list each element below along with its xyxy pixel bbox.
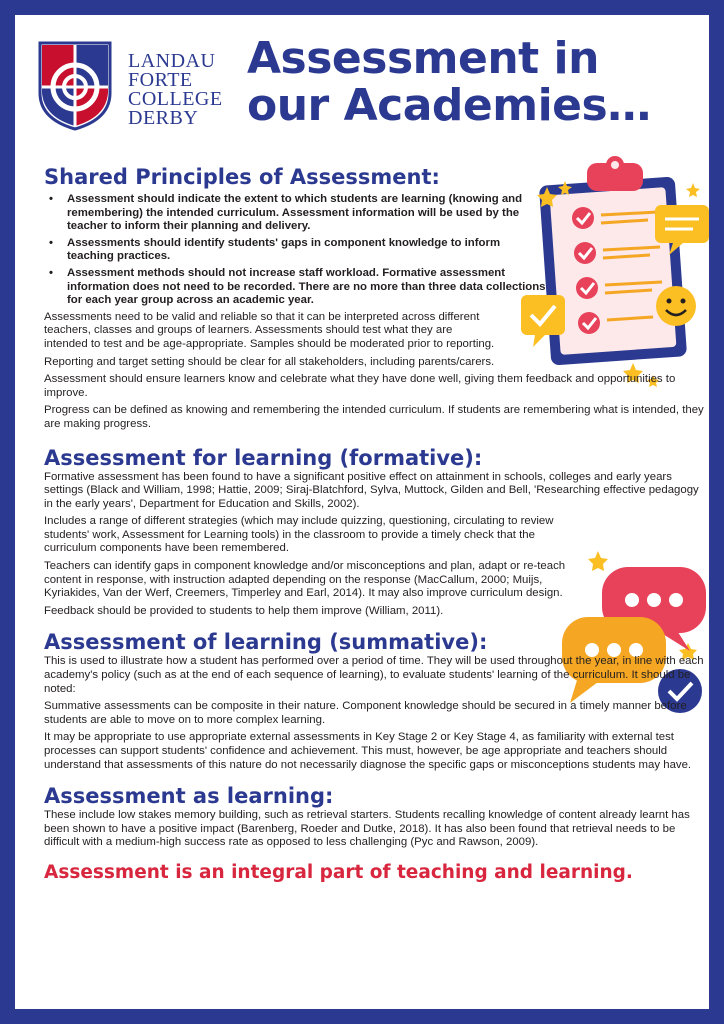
section-as-learning (44, 783, 706, 850)
list-item: • Assessments should identify students' gaps in component knowledge to inform teaching practices. (67, 237, 547, 264)
footer-tagline: Assessment is an integral part of teaching and learning. (44, 861, 633, 883)
section-heading: Assessment of learning (summative): (44, 630, 488, 655)
list-item: • Assessment should indicate the extent to which students are learning (knowing and remembering) the intended curriculum. Assessment information will be used by the teacher to inform their planning and delivery. (67, 193, 547, 234)
college-crest-icon (38, 41, 112, 131)
page-title (247, 35, 717, 129)
section-formative (44, 445, 706, 619)
paragraph: These include low stakes memory building, such as retrieval starters. Students recalling knowledge of content already learnt has been shown to have a positive impact (Barenberg, Roeder and Dutke, 2018). It has also been found that retrieval needs to be difficult with a medium-high success rate as opposed to less challenging (Pyc and Rawson, 2009). (44, 809, 690, 849)
paragraph: Reporting and target setting should be clear for all stakeholders, including parents/carers. (44, 355, 495, 368)
logo-wordmark (128, 52, 223, 128)
logo-line: LANDAU (128, 50, 216, 72)
title-line-2: our Academies… (247, 80, 651, 131)
principles-list (44, 193, 547, 308)
paragraph: Progress can be defined as knowing and remembering the intended curriculum. If students are remembering what is intended, they are making progress. (44, 404, 704, 430)
section-summative (44, 629, 706, 772)
paragraph: Teachers can identify gaps in component knowledge and/or misconceptions and plan, adapt or re-teach content in response, with instruction adapted depending on the response (MacCallum, 2000; Muijs, Kyriakides, Van der Werf, Creemers, Timperley and Earl, 2014). It may also improve curriculum design. (44, 560, 566, 600)
title-line-1: Assessment in (247, 33, 599, 84)
section-heading: Assessment as learning: (44, 784, 334, 809)
section-heading: Assessment for learning (formative): (44, 445, 483, 470)
logo-line: FORTE (128, 69, 193, 91)
paragraph: Formative assessment has been found to have a significant positive effect on attainment in schools, colleges and early years settings (Black and William, 1998; Hattie, 2009; Siraj-Blatchford, Sylva, Muttock, Gilden and Bell, 'Researching effective pedagogy in the early years', Department for Education and Skills, 2002). (44, 470, 699, 510)
list-item: • Assessment methods should not increase staff workload. Formative assessment information does not need to be recorded. There are no more than three data collections for each year group across an academic year. (67, 267, 547, 308)
section-shared-principles (44, 164, 706, 432)
paragraph: Feedback should be provided to students to help them improve (William, 2011). (44, 604, 444, 617)
paragraph: Assessment should ensure learners know and celebrate what they have done well, giving them feedback and opportunities to improve. (44, 373, 676, 399)
paragraph: Assessments need to be valid and reliable so that it can be interpreted across different teachers, classes and groups of learners. Assessments should test what they are intended to test and be age-appropriate. Samples should be moderated prior to reporting. (44, 310, 495, 350)
main-content (44, 164, 706, 885)
logo-line: COLLEGE (128, 88, 223, 110)
logo-line: DERBY (128, 107, 199, 129)
paragraph: This is used to illustrate how a student has performed over a period of time. They will be used throughout the year, in line with each academy's policy (such as at the end of each sequence of learning), to evaluate students' learning of the curriculum. It should be noted: (44, 655, 704, 695)
paragraph: Includes a range of different strategies (which may include quizzing, questioning, circulating to review students' work, Assessment for Learning tools) in the classroom to provide a timely check that the curriculum components have been remembered. (44, 515, 554, 555)
paragraph: Summative assessments can be composite in their nature. Component knowledge should be secured in a timely manner before students are able to move on to more complex learning. (44, 700, 687, 726)
section-heading: Shared Principles of Assessment: (44, 165, 440, 189)
college-logo (38, 41, 228, 137)
paragraph: It may be appropriate to use appropriate external assessments in Key Stage 2 or Key Stage 4, as familiarity with external test processes can support students' confidence and achievement. This must, however, be age appropriate and teachers should understand that assessments of this nature do not necessarily diagnose the specific gaps or misconceptions students may have. (44, 731, 692, 771)
